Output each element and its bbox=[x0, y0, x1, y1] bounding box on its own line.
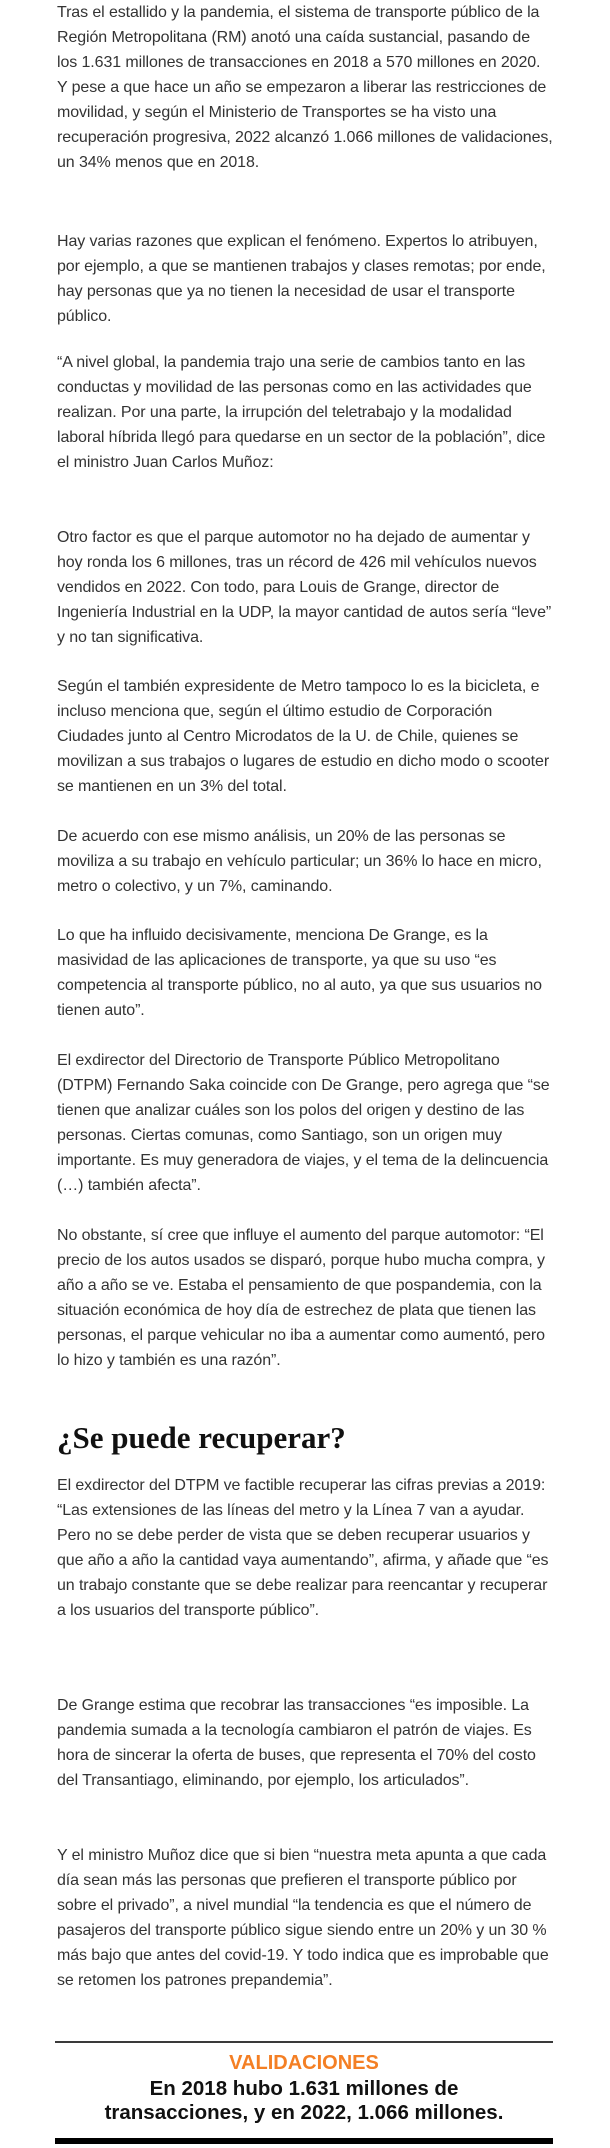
highlight-bottom-rule bbox=[55, 2138, 553, 2144]
article-paragraph-11: De Grange estima que recobrar las transacciones “es imposible. La pandemia sumada a la tecnología cambiaron el patrón de viajes. Es hora de sincerar la oferta de buses, que representa el 70% del costo del Transantiago, eliminando, por ejemplo, los articulados”. bbox=[57, 1697, 536, 1789]
highlight-title: VALIDACIONES bbox=[229, 2052, 379, 2074]
section-heading: ¿Se puede recuperar? bbox=[57, 1420, 346, 1455]
article-paragraph-10: El exdirector del DTPM ve factible recuperar las cifras previas a 2019: “Las extensiones de las líneas del metro y la Línea 7 van a ayudar. Pero no se debe perder de vista que se deben recuperar usuarios y que año a año la cantidad vaya aumentando”, afirma, y añade que “es un trabajo constante que se debe realizar para reencantar y recuperar a los usuarios del transporte público”. bbox=[57, 1477, 549, 1619]
article-paragraph-6: De acuerdo con ese mismo análisis, un 20% de las personas se moviliza a su trabajo en vehículo particular; un 36% lo hace en micro, metro o colectivo, y un 7%, caminando. bbox=[57, 828, 542, 895]
article-paragraph-2: Hay varias razones que explican el fenómeno. Expertos lo atribuyen, por ejemplo, a que se mantienen trabajos y clases remotas; por ende, hay personas que ya no tienen la necesidad de usar el transporte público. bbox=[57, 233, 546, 325]
article-paragraph-3: “A nivel global, la pandemia trajo una serie de cambios tanto en las conductas y movilidad de las personas como en las actividades que realizan. Por una parte, la irrupción del teletrabajo y la modalidad laboral híbrida llegó para quedarse en un sector de la población”, dice el ministro Juan Carlos Muñoz: bbox=[57, 354, 546, 471]
highlight-text-line-2: transacciones, y en 2022, 1.066 millones. bbox=[104, 2101, 504, 2124]
article-paragraph-8: El exdirector del Directorio de Transporte Público Metropolitano (DTPM) Fernando Saka coincide con De Grange, pero agrega que “se tienen que analizar cuáles son los polos del origen y destino de las personas. Ciertas comunas, como Santiago, son un origen muy importante. Es muy generadora de viajes, y el tema de la delincuencia (…) también afecta”. bbox=[57, 1052, 550, 1194]
article-paragraph-4: Otro factor es que el parque automotor no ha dejado de aumentar y hoy ronda los 6 millones, tras un récord de 426 mil vehículos nuevos vendidos en 2022. Con todo, para Louis de Grange, director de Ingeniería Industrial en la UDP, la mayor cantidad de autos sería “leve” y no tan significativa. bbox=[57, 529, 552, 646]
article-paragraph-1: Tras el estallido y la pandemia, el sistema de transporte público de la Región Metropolitana (RM) anotó una caída sustancial, pasando de los 1.631 millones de transacciones en 2018 a 570 millones en 2020. Y pese a que hace un año se empezaron a liberar las restricciones de movilidad, y según el Ministerio de Transportes se ha visto una recuperación progresiva, 2022 alcanzó 1.066 millones de validaciones, un 34% menos que en 2018. bbox=[57, 4, 553, 171]
article-paragraph-5: Según el también expresidente de Metro tampoco lo es la bicicleta, e incluso menciona que, según el último estudio de Corporación Ciudades junto al Centro Microdatos de la U. de Chile, quienes se movilizan a sus trabajos o lugares de estudio en dicho modo o scooter se mantienen en un 3% del total. bbox=[57, 678, 550, 795]
article-paragraph-7: Lo que ha influido decisivamente, menciona De Grange, es la masividad de las aplicaciones de transporte, ya que su uso “es competencia al transporte público, no al auto, ya que sus usuarios no tienen auto”. bbox=[57, 927, 542, 1019]
highlight-text-line-1: En 2018 hubo 1.631 millones de bbox=[149, 2077, 459, 2100]
article-paragraph-9: No obstante, sí cree que influye el aumento del parque automotor: “El precio de los autos usados se disparó, porque hubo mucha compra, y año a año se ve. Estaba el pensamiento de que pospandemia, con la situación económica de hoy día de estrechez de plata que tienen las personas, el parque vehicular no iba a aumentar como aumentó, pero lo hizo y también es una razón”. bbox=[57, 1227, 545, 1369]
highlight-top-rule bbox=[55, 2041, 553, 2043]
article-paragraph-12: Y el ministro Muñoz dice que si bien “nuestra meta apunta a que cada día sean más las personas que prefieren el transporte público por sobre el privado”, a nivel mundial “la tendencia es que el número de pasajeros del transporte público sigue siendo entre un 20% y un 30 % más bajo que antes del covid-19. Y todo indica que es improbable que se retomen los patrones prepandemia”. bbox=[57, 1847, 549, 1989]
